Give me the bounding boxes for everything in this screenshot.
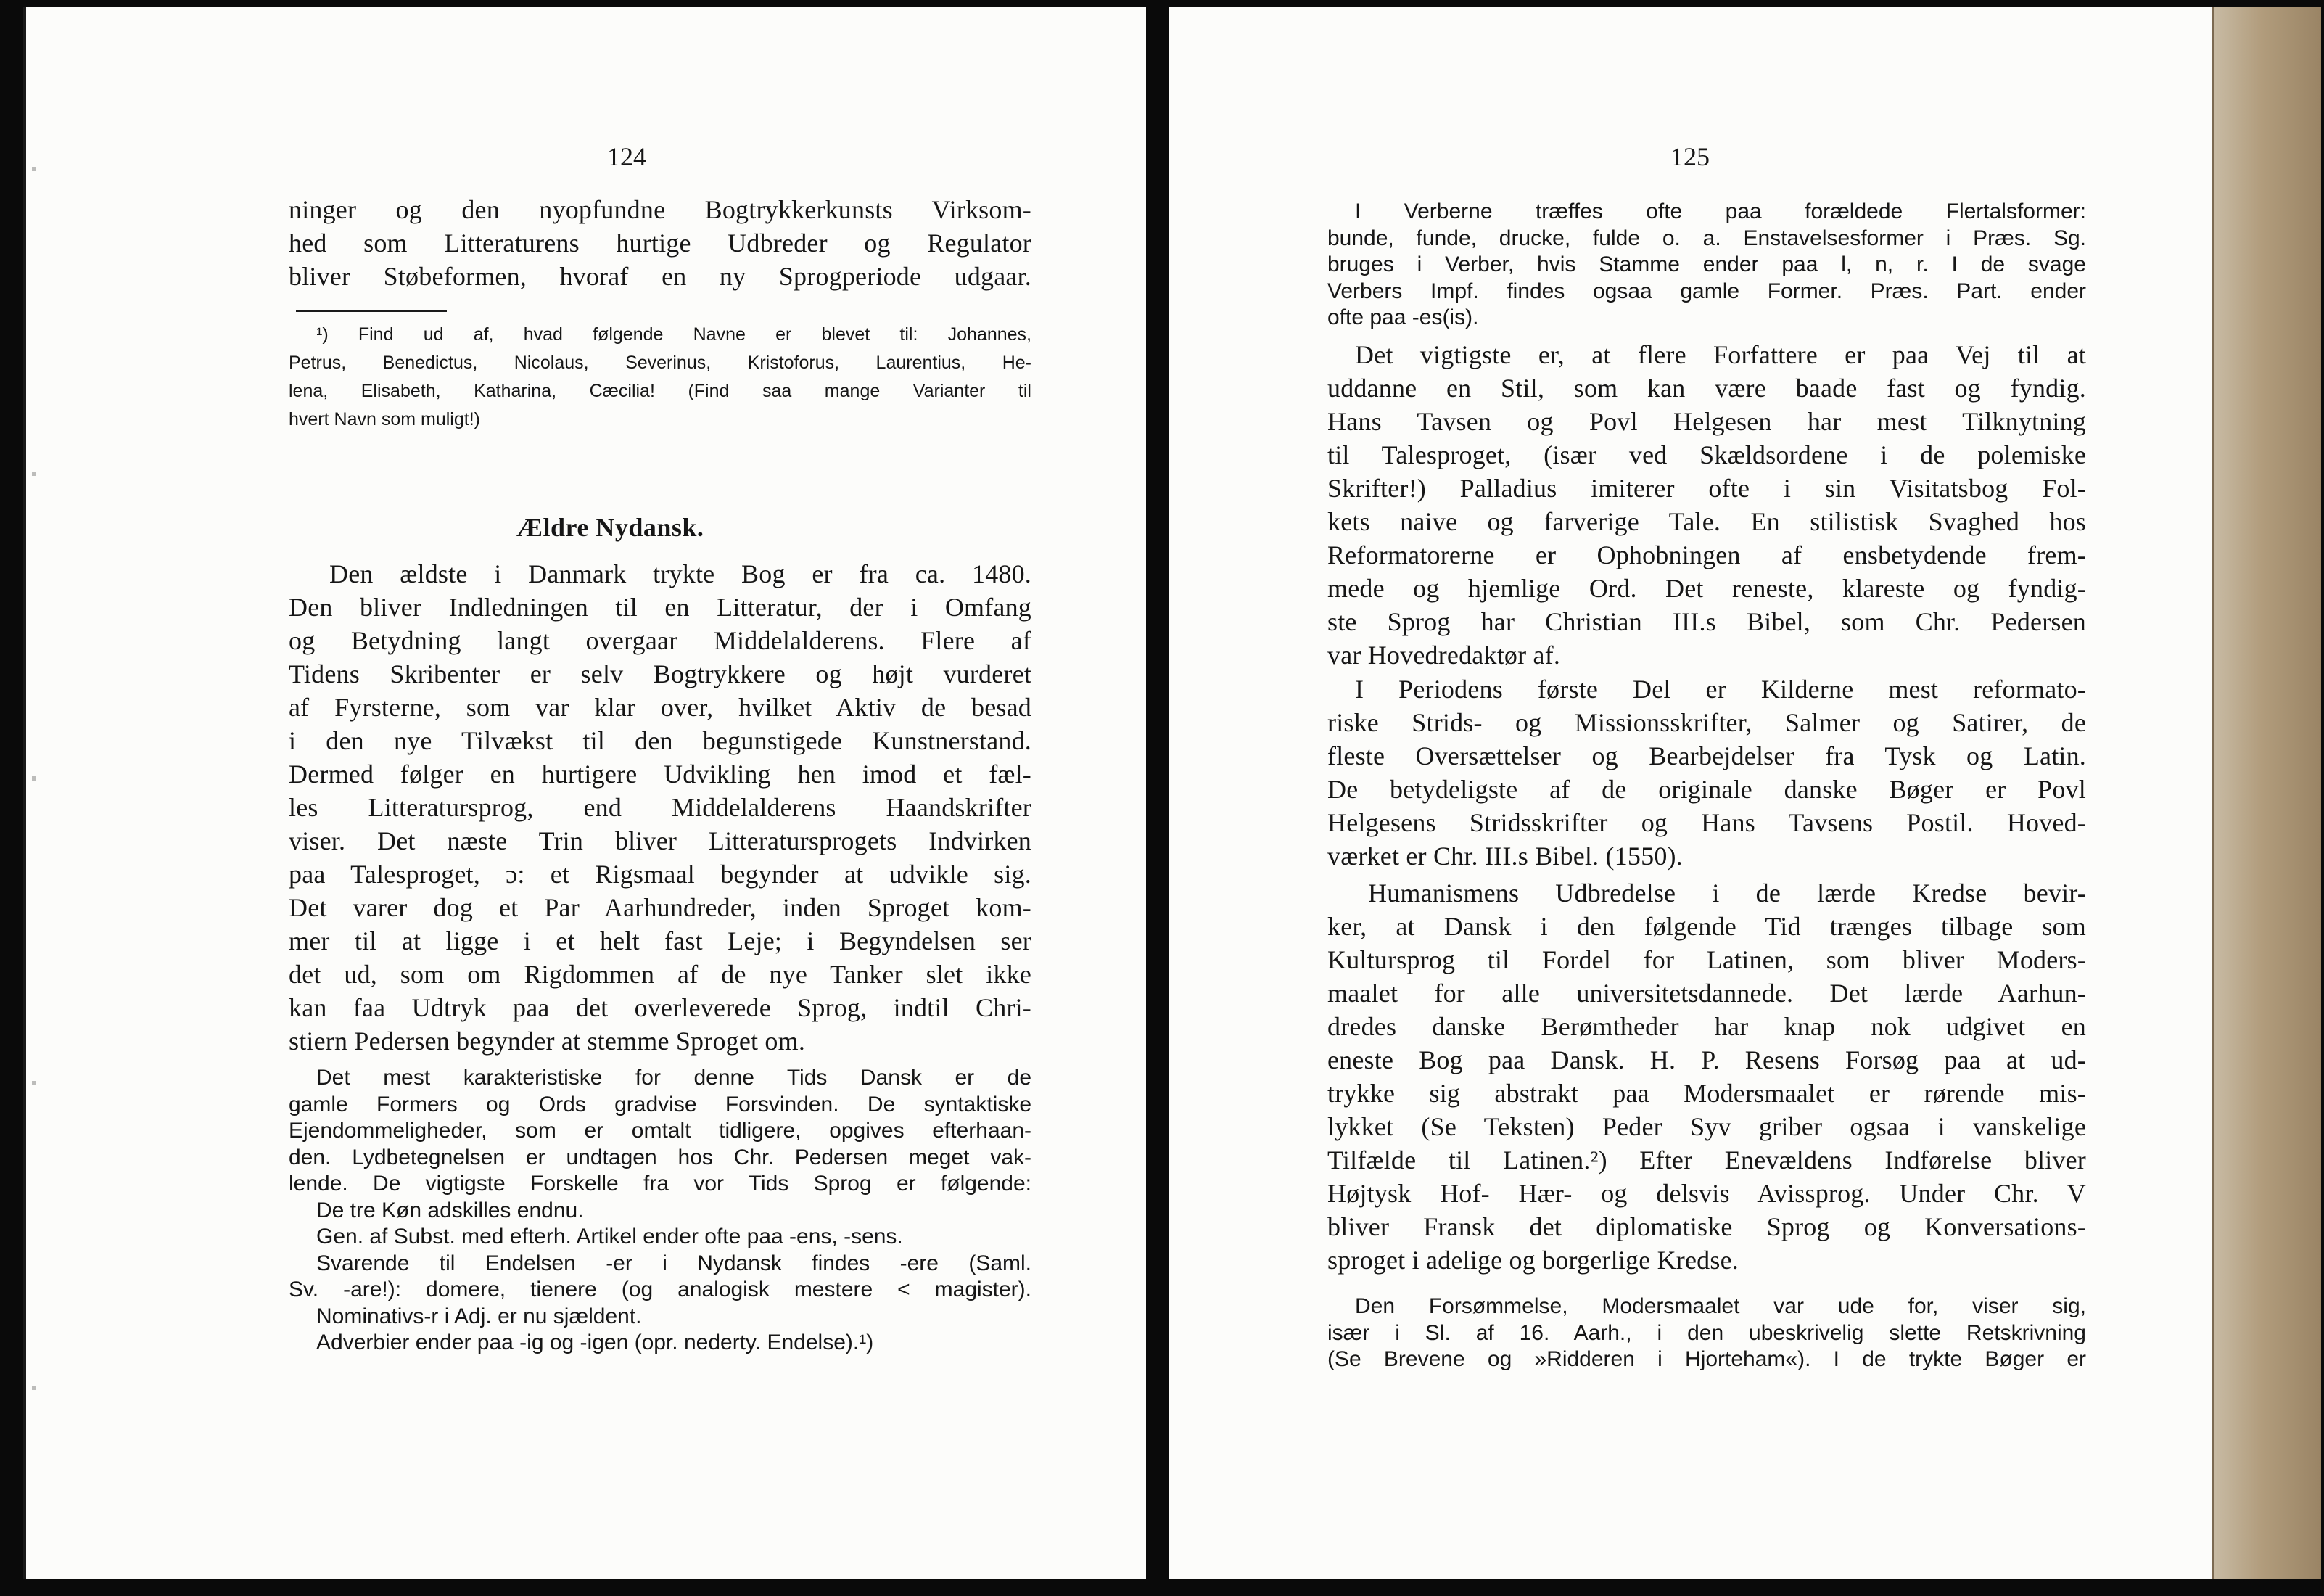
right-paragraph-1 bbox=[1327, 338, 2086, 672]
left-body-paragraph bbox=[289, 557, 1031, 1058]
text-line: Helgesens Stridsskrifter og Hans Tavsens Postil. Hoved- bbox=[1327, 808, 2086, 837]
text-line: stiern Pedersen begynder at stemme Sproget om. bbox=[289, 1027, 806, 1056]
text-line: sproget i adelige og borgerlige Kredse. bbox=[1327, 1246, 1739, 1275]
text-line: værket er Chr. III.s Bibel. (1550). bbox=[1327, 842, 1683, 871]
footnote-line: ¹) Find ud af, hvad følgende Navne er blevet til: Johannes, bbox=[316, 324, 1031, 345]
small-line: Den Forsømmelse, Modersmaalet var ude for, viser sig, bbox=[1355, 1294, 2086, 1318]
footnote-rule bbox=[296, 310, 447, 312]
text-line: bliver Fransk det diplomatiske Sprog og Konversations- bbox=[1327, 1212, 2086, 1241]
text-line: Den ældste i Danmark trykte Bog er fra ca. 1480. bbox=[329, 559, 1031, 588]
text-line: paa Talesproget, ɔ: et Rigsmaal begynder at udvikle sig. bbox=[289, 860, 1031, 889]
small-line: Nominativs-r i Adj. er nu sjældent. bbox=[316, 1304, 642, 1328]
small-line: lende. De vigtigste Forskelle fra vor Tids Sprog er følgende: bbox=[289, 1172, 1031, 1196]
small-line: Adverbier ender paa -ig og -igen (opr. nederty. Endelse).¹) bbox=[316, 1330, 874, 1354]
text-line: kets naive og farverige Tale. En stilistisk Svaghed hos bbox=[1327, 507, 2086, 536]
footnote-line: hvert Navn som muligt!) bbox=[289, 409, 480, 429]
text-line: Den bliver Indledningen til en Litteratur, der i Omfang bbox=[289, 593, 1031, 622]
text-line: Hans Tavsen og Povl Helgesen har mest Tilknytning bbox=[1327, 407, 2086, 436]
text-line: fleste Oversættelser og Bearbejdelser fra Tysk og Latin. bbox=[1327, 741, 2086, 770]
text-line: riske Strids- og Missionsskrifter, Salmer og Satirer, de bbox=[1327, 708, 2086, 737]
small-line: (Se Brevene og »Ridderen i Hjorteham«). I de trykte Bøger er bbox=[1327, 1347, 2086, 1371]
small-line: De tre Køn adskilles endnu. bbox=[316, 1198, 584, 1222]
text-line: I Periodens første Del er Kilderne mest reformato- bbox=[1355, 675, 2086, 704]
text-line: uddanne en Stil, som kan være baade fast og fyndig. bbox=[1327, 374, 2086, 403]
small-line: Sv. -are!): domere, tienere (og analogisk mestere < magister). bbox=[289, 1278, 1031, 1301]
right-bottom-small-paragraph bbox=[1327, 1293, 2086, 1373]
page-number-right: 125 bbox=[1670, 142, 1710, 171]
text-line: til Talesproget, (især ved Skældsordene i de polemiske bbox=[1327, 440, 2086, 469]
right-page bbox=[1169, 7, 2321, 1579]
small-line: Verbers Impf. findes ogsaa gamle Former. Præs. Part. ender bbox=[1327, 279, 2086, 303]
footnote bbox=[289, 321, 1031, 434]
text-line: ste Sprog har Christian III.s Bibel, som Chr. Pedersen bbox=[1327, 607, 2086, 636]
text-line: i den nye Tilvækst til den begunstigede Kunstnerstand. bbox=[289, 726, 1031, 755]
section-heading: Ældre Nydansk. bbox=[516, 513, 704, 542]
text-line: dredes danske Berømtheder har knap nok udgivet en bbox=[1327, 1012, 2086, 1041]
text-line: Tidens Skribenter er selv Bogtrykkere og højt vurderet bbox=[289, 659, 1031, 688]
text-line: Højtysk Hof- Hær- og delsvis Avissprog. Under Chr. V bbox=[1327, 1179, 2086, 1208]
right-paragraph-3 bbox=[1327, 876, 2086, 1277]
small-line: Det mest karakteristiske for denne Tids Dansk er de bbox=[316, 1066, 1031, 1090]
text-line: eneste Bog paa Dansk. H. P. Resens Forsøg paa at ud- bbox=[1327, 1045, 2086, 1074]
text-line: Kultursprog til Fordel for Latinen, som bliver Moders- bbox=[1327, 945, 2086, 974]
footnote-line: lena, Elisabeth, Katharina, Cæcilia! (Find saa mange Varianter til bbox=[289, 381, 1031, 401]
text-line: kan faa Udtryk paa det overleverede Sprog, indtil Chri- bbox=[289, 993, 1031, 1022]
left-small-paragraph bbox=[289, 1065, 1031, 1357]
text-line: Humanismens Udbredelse i de lærde Kredse bevir- bbox=[1368, 879, 2086, 908]
small-line: gamle Formers og Ords gradvise Forsvinden. De syntaktiske bbox=[289, 1092, 1031, 1116]
small-line: bruges i Verber, hvis Stamme ender paa l, n, r. I de svage bbox=[1327, 252, 2086, 276]
text-line: les Litteratursprog, end Middelalderens Haandskrifter bbox=[289, 793, 1031, 822]
page-edge-stack bbox=[2212, 7, 2321, 1579]
text-line: ker, at Dansk i den følgende Tid trænges tilbage som bbox=[1327, 912, 2086, 941]
text-line: Skrifter!) Palladius imiterer ofte i sin Visitatsbog Fol- bbox=[1327, 474, 2086, 503]
binding-marks bbox=[32, 36, 36, 1487]
small-line: Svarende til Endelsen -er i Nydansk findes -ere (Saml. bbox=[316, 1251, 1031, 1275]
text-line: Det varer dog et Par Aarhundreder, inden Sproget kom- bbox=[289, 893, 1031, 922]
small-line: I Verberne træffes ofte paa forældede Flertalsformer: bbox=[1355, 200, 2086, 223]
text-line: lykket (Se Teksten) Peder Syv griber ogsaa i vanskelige bbox=[1327, 1112, 2086, 1141]
small-line: Gen. af Subst. med efterh. Artikel ender ofte paa -ens, -sens. bbox=[316, 1225, 903, 1249]
right-top-small-paragraph bbox=[1327, 199, 2086, 332]
small-line: Ejendommeligheder, som er omtalt tidligere, opgives efterhaan- bbox=[289, 1119, 1031, 1143]
text-line: Det vigtigste er, at flere Forfattere er paa Vej til at bbox=[1355, 340, 2086, 369]
text-line: af Fyrsterne, som var klar over, hvilket Aktiv de besad bbox=[289, 693, 1031, 722]
text-line: bliver Støbeformen, hvoraf en ny Sprogperiode udgaar. bbox=[289, 262, 1031, 291]
text-line: mer til at ligge i et helt fast Leje; i Begyndelsen ser bbox=[289, 926, 1031, 955]
right-paragraph-2 bbox=[1327, 672, 2086, 873]
text-line: trykke sig abstrakt paa Modersmaalet er rørende mis- bbox=[1327, 1079, 2086, 1108]
small-line: den. Lydbetegnelsen er undtagen hos Chr. Pedersen meget vak- bbox=[289, 1145, 1031, 1169]
text-line: det ud, som om Rigdommen af de nye Tanker slet ikke bbox=[289, 960, 1031, 989]
left-top-paragraph bbox=[289, 193, 1031, 293]
page-number-left: 124 bbox=[607, 142, 646, 171]
text-line: viser. Det næste Trin bliver Litteratursprogets Indvirken bbox=[289, 826, 1031, 855]
small-line: bunde, funde, drucke, fulde o. a. Enstavelsesformer i Præs. Sg. bbox=[1327, 226, 2086, 250]
text-line: De betydeligste af de originale danske Bøger er Povl bbox=[1327, 775, 2086, 804]
text-line: Tilfælde til Latinen.²) Efter Enevældens Indførelse bliver bbox=[1327, 1145, 2086, 1175]
text-line: var Hovedredaktør af. bbox=[1327, 641, 1561, 670]
left-page bbox=[23, 7, 1146, 1579]
text-line: og Betydning langt overgaar Middelalderens. Flere af bbox=[289, 626, 1031, 655]
small-line: især i Sl. af 16. Aarh., i den ubeskrivelig slette Retskrivning bbox=[1327, 1320, 2086, 1345]
footnote-line: Petrus, Benedictus, Nicolaus, Severinus, Kristoforus, Laurentius, He- bbox=[289, 353, 1031, 373]
text-line: Dermed følger en hurtigere Udvikling hen imod et fæl- bbox=[289, 760, 1031, 789]
text-line: Reformatorerne er Ophobningen af ensbetydende frem- bbox=[1327, 540, 2086, 569]
text-line: hed som Litteraturens hurtige Udbreder og Regulator bbox=[289, 229, 1031, 258]
text-line: mede og hjemlige Ord. Det reneste, klareste og fyndig- bbox=[1327, 574, 2086, 603]
small-line: ofte paa -es(is). bbox=[1327, 305, 1479, 329]
text-line: ninger og den nyopfundne Bogtrykkerkunsts Virksom- bbox=[289, 195, 1031, 224]
text-line: maalet for alle universitetsdannede. Det lærde Aarhun- bbox=[1327, 979, 2086, 1008]
